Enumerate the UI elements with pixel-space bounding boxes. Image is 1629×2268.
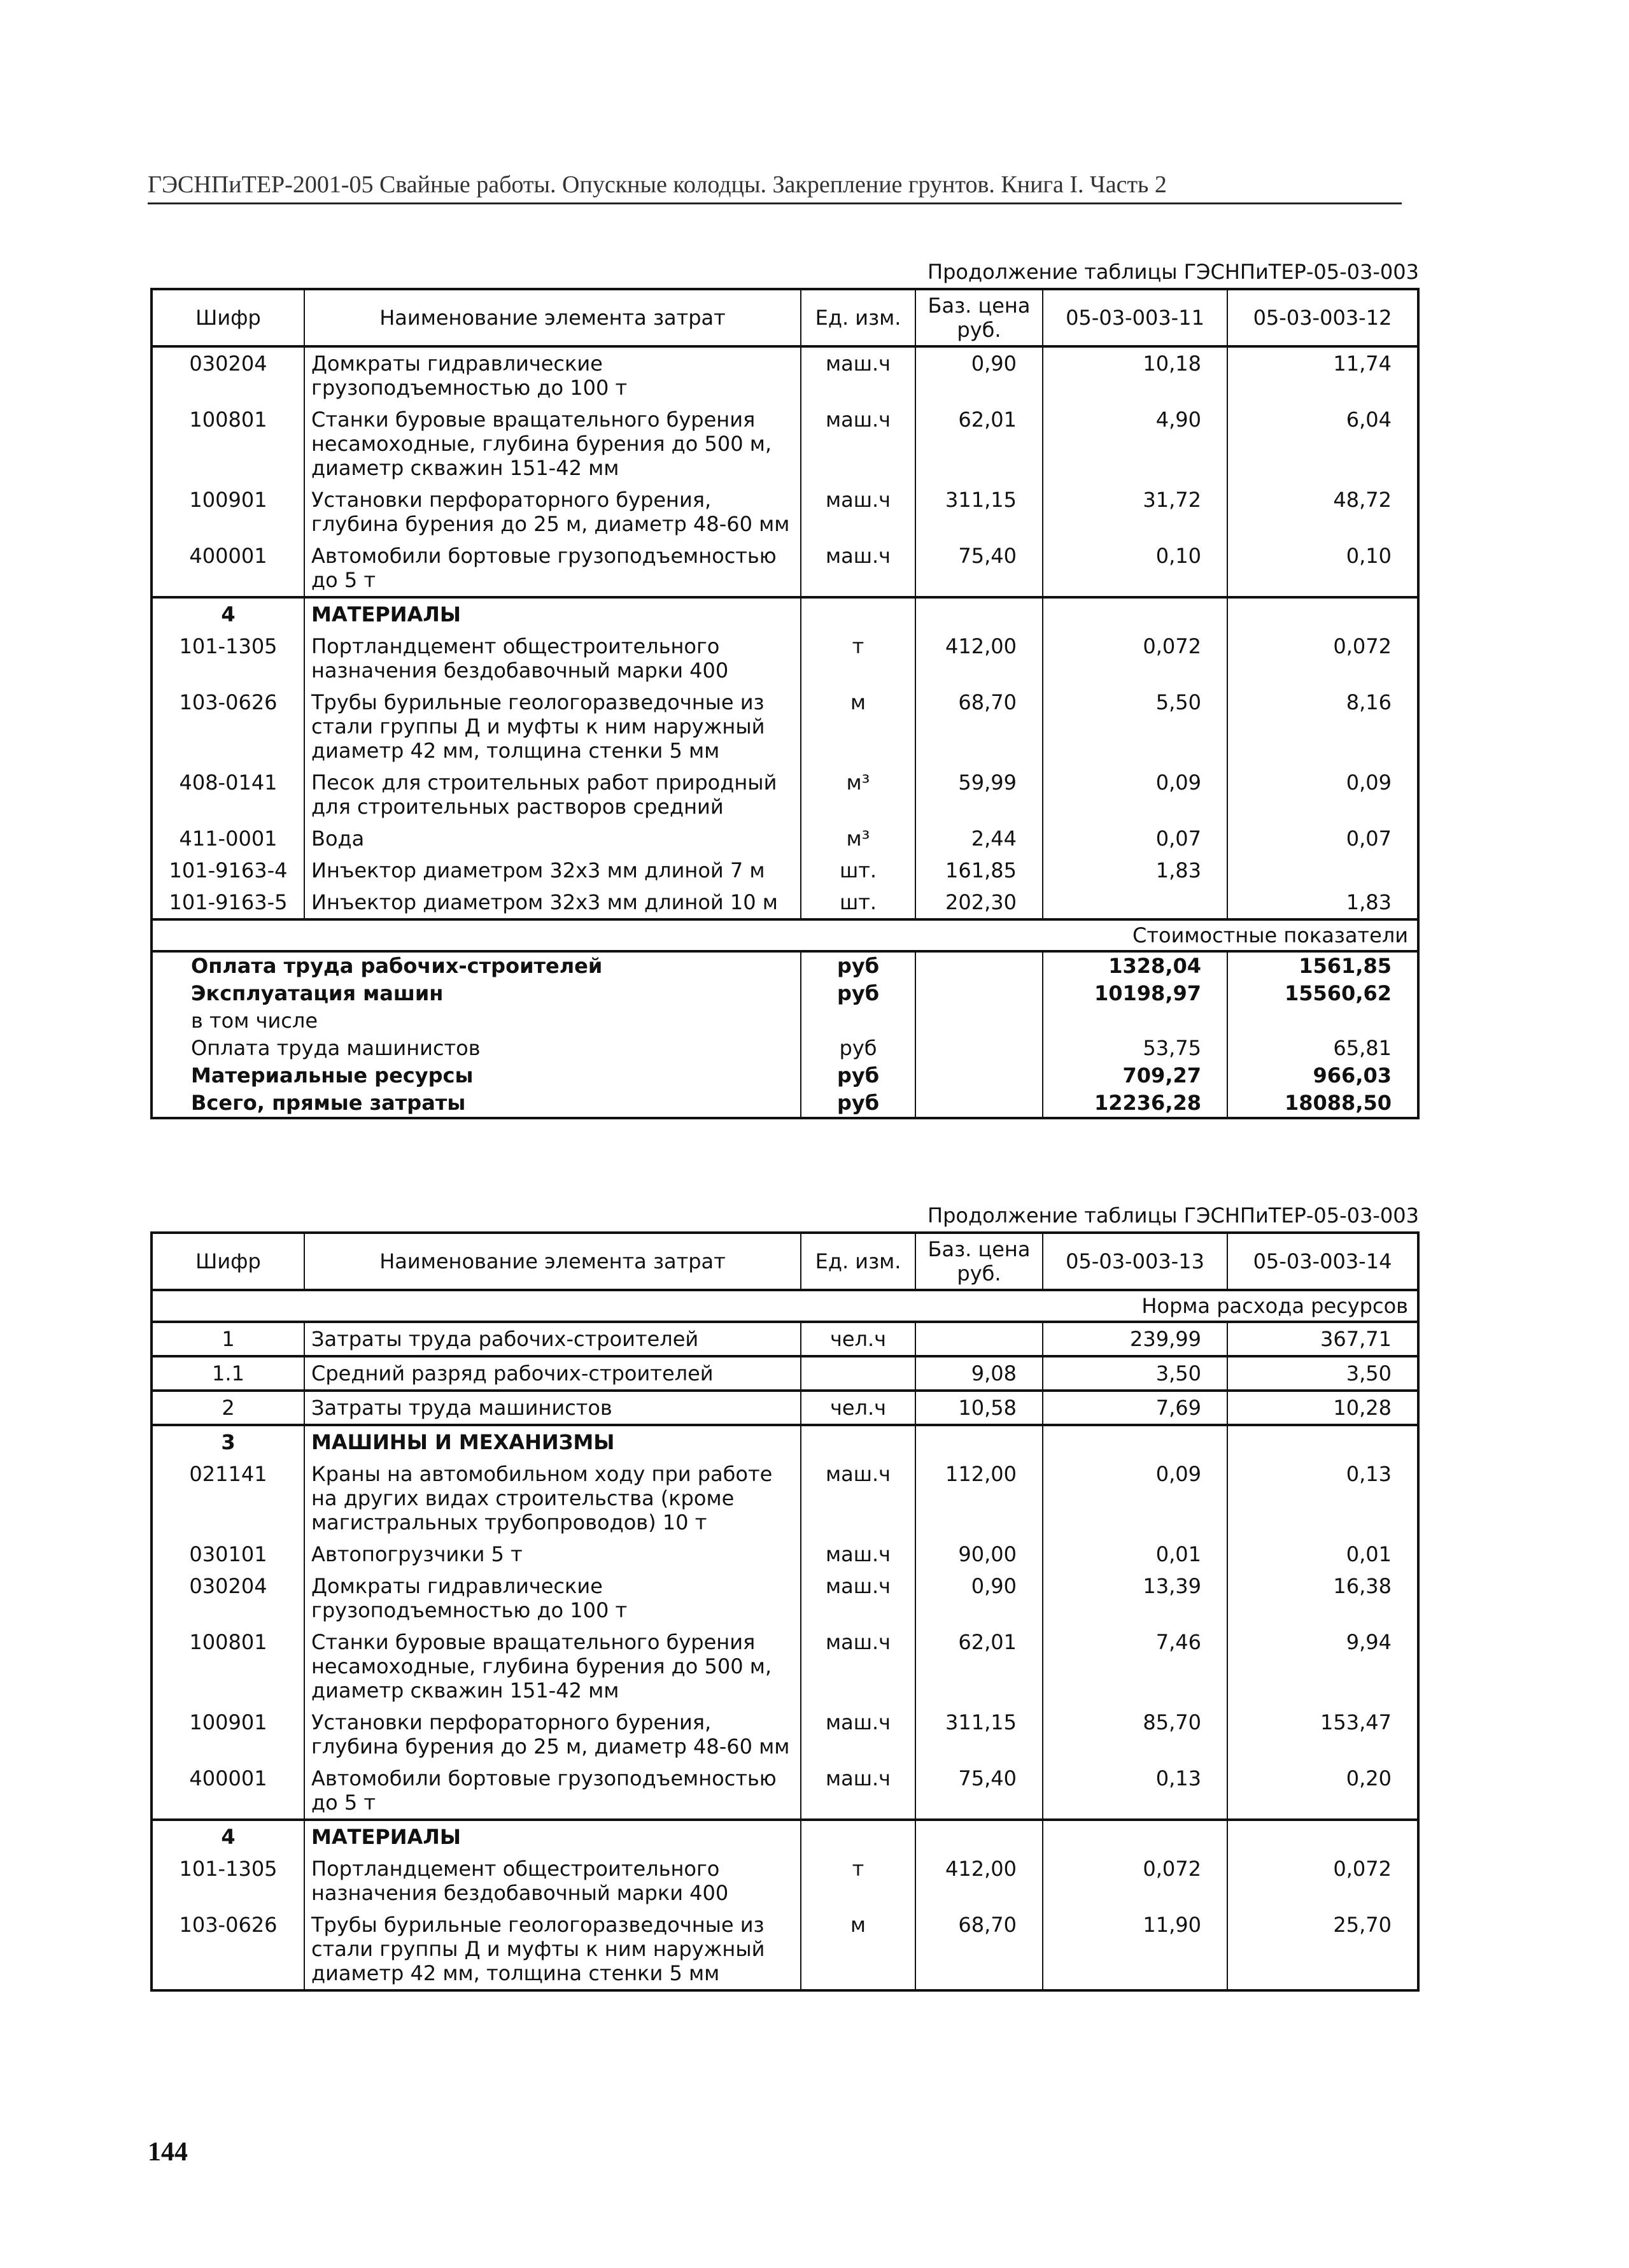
table-row bbox=[152, 1853, 1418, 1909]
cell-price: 311,15 bbox=[915, 1706, 1043, 1762]
cell-unit bbox=[801, 1356, 915, 1391]
cell-code: 400001 bbox=[152, 540, 304, 597]
cell-value-12: 0,072 bbox=[1227, 630, 1418, 686]
cell-unit: м³ bbox=[801, 767, 915, 823]
cell-name: Краны на автомобильном ходу при работе на других видах строительства (кроме магистральных трубопроводов) 10 т bbox=[304, 1458, 801, 1538]
cell-code: 101-1305 bbox=[152, 630, 304, 686]
table-row bbox=[152, 1626, 1418, 1706]
cell-value-14: 9,94 bbox=[1227, 1626, 1418, 1706]
table-row bbox=[152, 1909, 1418, 1990]
cell-value-14: 0,20 bbox=[1227, 1762, 1418, 1820]
col-header-norm-13: 05-03-003-13 bbox=[1043, 1233, 1227, 1290]
cell-code: 100801 bbox=[152, 404, 304, 484]
cell-code: 411-0001 bbox=[152, 823, 304, 854]
cell-value-12: 0,07 bbox=[1227, 823, 1418, 854]
cell-value-11: 31,72 bbox=[1043, 484, 1227, 540]
cell-unit: чел.ч bbox=[801, 1322, 915, 1356]
cell-name: Средний разряд рабочих-строителей bbox=[304, 1356, 801, 1391]
cost-row bbox=[152, 951, 1418, 980]
col-header-price: Баз. цена руб. bbox=[915, 1233, 1043, 1290]
cost-unit: руб bbox=[801, 1035, 915, 1062]
running-header: ГЭСНПиТЕР-2001-05 Свайные работы. Опускные колодцы. Закрепление грунтов. Книга I. Часть 2 bbox=[148, 171, 1167, 198]
resource-table-1 bbox=[150, 288, 1420, 1119]
cell-value-11: 0,07 bbox=[1043, 823, 1227, 854]
cell-name: Трубы бурильные геологоразведочные из стали группы Д и муфты к ним наружный диаметр 42 мм, толщина стенки 5 мм bbox=[304, 686, 801, 767]
cell-value-13: 7,46 bbox=[1043, 1626, 1227, 1706]
cell-price: 311,15 bbox=[915, 484, 1043, 540]
cell-code: 100801 bbox=[152, 1626, 304, 1706]
cell-name: Установки перфораторного бурения, глубина бурения до 25 м, диаметр 48-60 мм bbox=[304, 1706, 801, 1762]
cell-name: Затраты труда рабочих-строителей bbox=[304, 1322, 801, 1356]
cost-value-12: 966,03 bbox=[1227, 1062, 1418, 1089]
cost-label: Оплата труда машинистов bbox=[152, 1035, 801, 1062]
cost-unit: руб bbox=[801, 1062, 915, 1089]
cell-name: Инъектор диаметром 32х3 мм длиной 10 м bbox=[304, 886, 801, 919]
cost-unit bbox=[801, 1007, 915, 1035]
cell-code: 030204 bbox=[152, 1570, 304, 1626]
cost-label: Эксплуатация машин bbox=[152, 980, 801, 1007]
cell-value-14: 153,47 bbox=[1227, 1706, 1418, 1762]
cell-code: 030204 bbox=[152, 346, 304, 404]
cost-value-11: 53,75 bbox=[1043, 1035, 1227, 1062]
band-row-norm bbox=[152, 1290, 1418, 1322]
cell-price: 10,58 bbox=[915, 1391, 1043, 1425]
col-header-code: Шифр bbox=[152, 1233, 304, 1290]
cell-name: Домкраты гидравлические грузоподъемностью до 100 т bbox=[304, 1570, 801, 1626]
cell-price: 59,99 bbox=[915, 767, 1043, 823]
cell-unit: м³ bbox=[801, 823, 915, 854]
cell-code: 400001 bbox=[152, 1762, 304, 1820]
cell-value-11: 0,10 bbox=[1043, 540, 1227, 597]
cost-value-11: 12236,28 bbox=[1043, 1089, 1227, 1118]
cost-unit: руб bbox=[801, 951, 915, 980]
cost-value-11: 709,27 bbox=[1043, 1062, 1227, 1089]
cell-price: 90,00 bbox=[915, 1538, 1043, 1570]
col-header-norm-11: 05-03-003-11 bbox=[1043, 289, 1227, 346]
cell-unit: т bbox=[801, 1853, 915, 1909]
cost-label: Всего, прямые затраты bbox=[152, 1089, 801, 1118]
table-row bbox=[152, 1391, 1418, 1425]
cell-name: Станки буровые вращательного бурения несамоходные, глубина бурения до 500 м, диаметр скважин 151-42 мм bbox=[304, 1626, 801, 1706]
section-title: МАШИНЫ И МЕХАНИЗМЫ bbox=[304, 1425, 801, 1458]
cell-code: 1 bbox=[152, 1322, 304, 1356]
cost-value-12: 18088,50 bbox=[1227, 1089, 1418, 1118]
cell-name: Станки буровые вращательного бурения несамоходные, глубина бурения до 500 м, диаметр скважин 151-42 мм bbox=[304, 404, 801, 484]
cost-value-12: 1561,85 bbox=[1227, 951, 1418, 980]
cell-unit: маш.ч bbox=[801, 1706, 915, 1762]
col-header-unit: Ед. изм. bbox=[801, 289, 915, 346]
cell-value-13: 13,39 bbox=[1043, 1570, 1227, 1626]
cell-code: 2 bbox=[152, 1391, 304, 1425]
cell-value-13: 85,70 bbox=[1043, 1706, 1227, 1762]
cell-value-14: 3,50 bbox=[1227, 1356, 1418, 1391]
cost-unit: руб bbox=[801, 980, 915, 1007]
cell-price: 75,40 bbox=[915, 1762, 1043, 1820]
cell-name: Автопогрузчики 5 т bbox=[304, 1538, 801, 1570]
cell-value-14: 0,13 bbox=[1227, 1458, 1418, 1538]
table-row bbox=[152, 1458, 1418, 1538]
cell-value-11: 10,18 bbox=[1043, 346, 1227, 404]
cell-code: 101-1305 bbox=[152, 1853, 304, 1909]
cell-code: 408-0141 bbox=[152, 767, 304, 823]
cell-price: 62,01 bbox=[915, 404, 1043, 484]
resource-table-2 bbox=[150, 1231, 1420, 1992]
section-row-machines bbox=[152, 1425, 1418, 1458]
cell-value-13: 7,69 bbox=[1043, 1391, 1227, 1425]
table-row bbox=[152, 854, 1418, 886]
cell-value-12: 1,83 bbox=[1227, 886, 1418, 919]
cell-price: 62,01 bbox=[915, 1626, 1043, 1706]
cost-row bbox=[152, 1007, 1418, 1035]
cell-value-12: 11,74 bbox=[1227, 346, 1418, 404]
cell-name: Домкраты гидравлические грузоподъемностью до 100 т bbox=[304, 346, 801, 404]
cell-value-14: 0,01 bbox=[1227, 1538, 1418, 1570]
cell-price: 68,70 bbox=[915, 686, 1043, 767]
cell-unit: шт. bbox=[801, 854, 915, 886]
table-continuation-note: Продолжение таблицы ГЭСНПиТЕР-05-03-003 bbox=[927, 260, 1419, 284]
page-number: 144 bbox=[148, 2137, 188, 2167]
cell-unit: маш.ч bbox=[801, 1762, 915, 1820]
cell-value-11: 0,072 bbox=[1043, 630, 1227, 686]
cell-value-13: 11,90 bbox=[1043, 1909, 1227, 1990]
cell-code: 030101 bbox=[152, 1538, 304, 1570]
cell-value-13: 3,50 bbox=[1043, 1356, 1227, 1391]
table-row bbox=[152, 1322, 1418, 1356]
section-title: МАТЕРИАЛЫ bbox=[304, 597, 801, 630]
cell-value-13: 0,09 bbox=[1043, 1458, 1227, 1538]
table-continuation-note: Продолжение таблицы ГЭСНПиТЕР-05-03-003 bbox=[927, 1203, 1419, 1228]
cell-price: 0,90 bbox=[915, 346, 1043, 404]
cell-name: Трубы бурильные геологоразведочные из стали группы Д и муфты к ним наружный диаметр 42 мм, толщина стенки 5 мм bbox=[304, 1909, 801, 1990]
cell-name: Портландцемент общестроительного назначения бездобавочный марки 400 bbox=[304, 1853, 801, 1909]
table-row bbox=[152, 540, 1418, 597]
cell-value-13: 0,072 bbox=[1043, 1853, 1227, 1909]
cell-code: 103-0626 bbox=[152, 1909, 304, 1990]
cell-value-11: 1,83 bbox=[1043, 854, 1227, 886]
cell-value-13: 0,01 bbox=[1043, 1538, 1227, 1570]
cost-value-11: 1328,04 bbox=[1043, 951, 1227, 980]
cell-name: Инъектор диаметром 32х3 мм длиной 7 м bbox=[304, 854, 801, 886]
cell-code: 101-9163-5 bbox=[152, 886, 304, 919]
table-row bbox=[152, 1570, 1418, 1626]
cell-price: 412,00 bbox=[915, 630, 1043, 686]
cell-value-14: 16,38 bbox=[1227, 1570, 1418, 1626]
cost-row bbox=[152, 1035, 1418, 1062]
cell-price bbox=[915, 1322, 1043, 1356]
cell-unit: маш.ч bbox=[801, 540, 915, 597]
cost-value-12: 65,81 bbox=[1227, 1035, 1418, 1062]
table-row bbox=[152, 404, 1418, 484]
section-code: 4 bbox=[152, 597, 304, 630]
cell-unit: маш.ч bbox=[801, 1570, 915, 1626]
band-row-cost bbox=[152, 919, 1418, 951]
cost-row bbox=[152, 1089, 1418, 1118]
cell-name: Песок для строительных работ природный для строительных растворов средний bbox=[304, 767, 801, 823]
cell-value-13: 0,13 bbox=[1043, 1762, 1227, 1820]
cell-price: 161,85 bbox=[915, 854, 1043, 886]
cost-row bbox=[152, 980, 1418, 1007]
cell-value-12 bbox=[1227, 854, 1418, 886]
cell-value-14: 367,71 bbox=[1227, 1322, 1418, 1356]
cell-name: Вода bbox=[304, 823, 801, 854]
cell-price: 412,00 bbox=[915, 1853, 1043, 1909]
cell-price: 75,40 bbox=[915, 540, 1043, 597]
cell-unit: чел.ч bbox=[801, 1391, 915, 1425]
col-header-norm-14: 05-03-003-14 bbox=[1227, 1233, 1418, 1290]
cell-code: 100901 bbox=[152, 484, 304, 540]
cell-value-12: 6,04 bbox=[1227, 404, 1418, 484]
cell-unit: маш.ч bbox=[801, 1458, 915, 1538]
header-rule bbox=[148, 202, 1402, 204]
cell-unit: м bbox=[801, 686, 915, 767]
cell-code: 1.1 bbox=[152, 1356, 304, 1391]
col-header-name: Наименование элемента затрат bbox=[304, 289, 801, 346]
cell-price: 112,00 bbox=[915, 1458, 1043, 1538]
cell-price: 68,70 bbox=[915, 1909, 1043, 1990]
cost-label: Оплата труда рабочих-строителей bbox=[152, 951, 801, 980]
cell-code: 021141 bbox=[152, 1458, 304, 1538]
cell-unit: маш.ч bbox=[801, 484, 915, 540]
cell-name: Затраты труда машинистов bbox=[304, 1391, 801, 1425]
cell-value-12: 48,72 bbox=[1227, 484, 1418, 540]
section-row-materials bbox=[152, 597, 1418, 630]
cell-value-14: 0,072 bbox=[1227, 1853, 1418, 1909]
col-header-name: Наименование элемента затрат bbox=[304, 1233, 801, 1290]
cost-value-11: 10198,97 bbox=[1043, 980, 1227, 1007]
cell-price: 2,44 bbox=[915, 823, 1043, 854]
cell-name: Портландцемент общестроительного назначения бездобавочный марки 400 bbox=[304, 630, 801, 686]
cell-unit: маш.ч bbox=[801, 404, 915, 484]
table-row bbox=[152, 346, 1418, 404]
col-header-unit: Ед. изм. bbox=[801, 1233, 915, 1290]
cell-unit: шт. bbox=[801, 886, 915, 919]
section-row-materials bbox=[152, 1820, 1418, 1853]
cost-value-12: 15560,62 bbox=[1227, 980, 1418, 1007]
cell-value-14: 10,28 bbox=[1227, 1391, 1418, 1425]
cell-value-12: 0,10 bbox=[1227, 540, 1418, 597]
table-row bbox=[152, 1762, 1418, 1820]
col-header-code: Шифр bbox=[152, 289, 304, 346]
norm-band-title: Норма расхода ресурсов bbox=[152, 1290, 1418, 1322]
cell-unit: т bbox=[801, 630, 915, 686]
table-row bbox=[152, 630, 1418, 686]
col-header-price: Баз. цена руб. bbox=[915, 289, 1043, 346]
cell-value-11: 0,09 bbox=[1043, 767, 1227, 823]
cell-unit: маш.ч bbox=[801, 1626, 915, 1706]
table-row bbox=[152, 484, 1418, 540]
table-row bbox=[152, 1538, 1418, 1570]
section-title: МАТЕРИАЛЫ bbox=[304, 1820, 801, 1853]
cost-value-12 bbox=[1227, 1007, 1418, 1035]
cell-value-12: 8,16 bbox=[1227, 686, 1418, 767]
cell-code: 103-0626 bbox=[152, 686, 304, 767]
cell-name: Автомобили бортовые грузоподъемностью до 5 т bbox=[304, 540, 801, 597]
cell-code: 101-9163-4 bbox=[152, 854, 304, 886]
cell-code: 100901 bbox=[152, 1706, 304, 1762]
table-row bbox=[152, 767, 1418, 823]
col-header-norm-12: 05-03-003-12 bbox=[1227, 289, 1418, 346]
cell-value-11: 5,50 bbox=[1043, 686, 1227, 767]
cost-value-11 bbox=[1043, 1007, 1227, 1035]
cost-label: в том числе bbox=[152, 1007, 801, 1035]
cost-band-title: Стоимостные показатели bbox=[152, 919, 1418, 951]
table-row bbox=[152, 1356, 1418, 1391]
cell-price: 9,08 bbox=[915, 1356, 1043, 1391]
cell-value-11: 4,90 bbox=[1043, 404, 1227, 484]
cell-name: Установки перфораторного бурения, глубина бурения до 25 м, диаметр 48-60 мм bbox=[304, 484, 801, 540]
cell-price: 0,90 bbox=[915, 1570, 1043, 1626]
cost-unit: руб bbox=[801, 1089, 915, 1118]
cell-value-12: 0,09 bbox=[1227, 767, 1418, 823]
cost-row bbox=[152, 1062, 1418, 1089]
cell-price: 202,30 bbox=[915, 886, 1043, 919]
cell-value-13: 239,99 bbox=[1043, 1322, 1227, 1356]
cell-unit: маш.ч bbox=[801, 1538, 915, 1570]
section-code: 3 bbox=[152, 1425, 304, 1458]
cell-unit: маш.ч bbox=[801, 346, 915, 404]
table-row bbox=[152, 1706, 1418, 1762]
table-row bbox=[152, 686, 1418, 767]
cost-label: Материальные ресурсы bbox=[152, 1062, 801, 1089]
cell-value-11 bbox=[1043, 886, 1227, 919]
cell-value-14: 25,70 bbox=[1227, 1909, 1418, 1990]
table-row bbox=[152, 886, 1418, 919]
table-row bbox=[152, 823, 1418, 854]
cell-unit: м bbox=[801, 1909, 915, 1990]
section-code: 4 bbox=[152, 1820, 304, 1853]
cell-name: Автомобили бортовые грузоподъемностью до 5 т bbox=[304, 1762, 801, 1820]
